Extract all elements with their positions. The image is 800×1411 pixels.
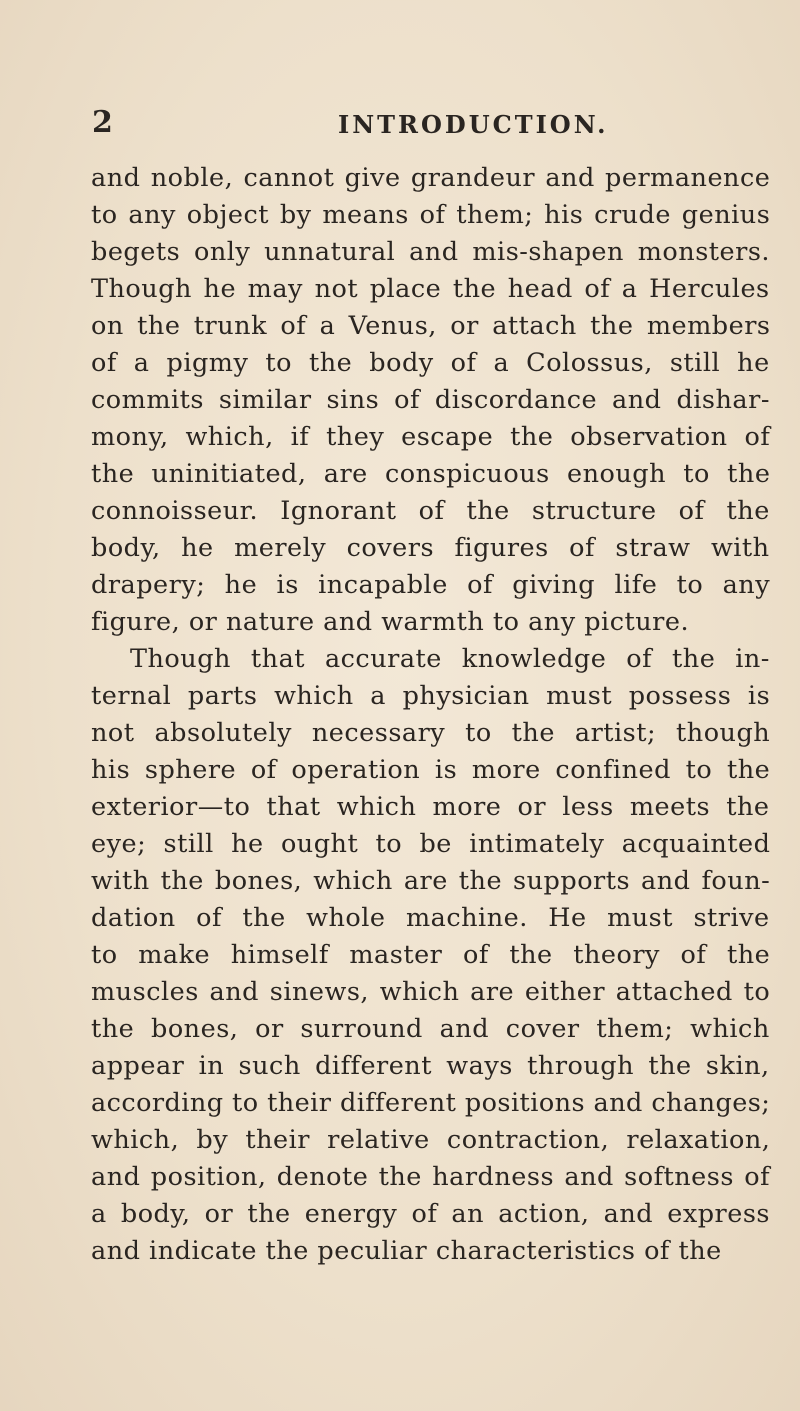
text-line: the uninitiated, are conspicuous enough to the [91, 459, 771, 489]
text-line: his sphere of operation is more confined to the [91, 755, 771, 785]
text-line: to any object by means of them; his crude genius [91, 200, 771, 230]
text-line: dation of the whole machine. He must strive [91, 903, 770, 933]
running-head: INTRODUCTION. [338, 110, 609, 139]
text-line: with the bones, which are the supports and foun- [91, 866, 771, 896]
text-line: and position, denote the hardness and softness of [91, 1162, 771, 1192]
text-line: on the trunk of a Venus, or attach the members [91, 311, 771, 341]
text-line: the bones, or surround and cover them; which [91, 1014, 770, 1044]
text-line: appear in such different ways through the skin, [91, 1051, 770, 1081]
text-line: mony, which, if they escape the observation of [91, 422, 771, 452]
text-line: according to their different positions and changes; [91, 1088, 771, 1118]
text-line: not absolutely necessary to the artist; though [91, 718, 771, 748]
text-line: begets only unnatural and mis-shapen monsters. [91, 237, 771, 267]
text-line: drapery; he is incapable of giving life to any [91, 570, 771, 600]
text-line: commits similar sins of discordance and dishar- [91, 385, 770, 415]
text-line: which, by their relative contraction, relaxation, [91, 1125, 771, 1155]
text-line: Though that accurate knowledge of the in- [130, 644, 770, 674]
text-line: a body, or the energy of an action, and express [91, 1199, 770, 1229]
text-line: of a pigmy to the body of a Colossus, still he [91, 348, 770, 378]
text-line: muscles and sinews, which are either attached to [91, 977, 771, 1007]
page-number: 2 [92, 105, 113, 140]
text-line: connoisseur. Ignorant of the structure of the [91, 496, 770, 526]
text-line: figure, or nature and warmth to any picture. [91, 607, 690, 637]
text-line: Though he may not place the head of a Hercules [91, 274, 770, 304]
text-line: and indicate the peculiar characteristics of the [91, 1236, 722, 1266]
text-line: ternal parts which a physician must possess is [91, 681, 771, 711]
text-line: and noble, cannot give grandeur and permanence [91, 163, 771, 193]
text-line: body, he merely covers figures of straw with [91, 533, 770, 563]
text-line: eye; still he ought to be intimately acquainted [91, 829, 771, 859]
text-line: exterior—to that which more or less meets the [91, 792, 770, 822]
text-line: to make himself master of the theory of the [91, 940, 771, 970]
page-header [0, 105, 800, 145]
